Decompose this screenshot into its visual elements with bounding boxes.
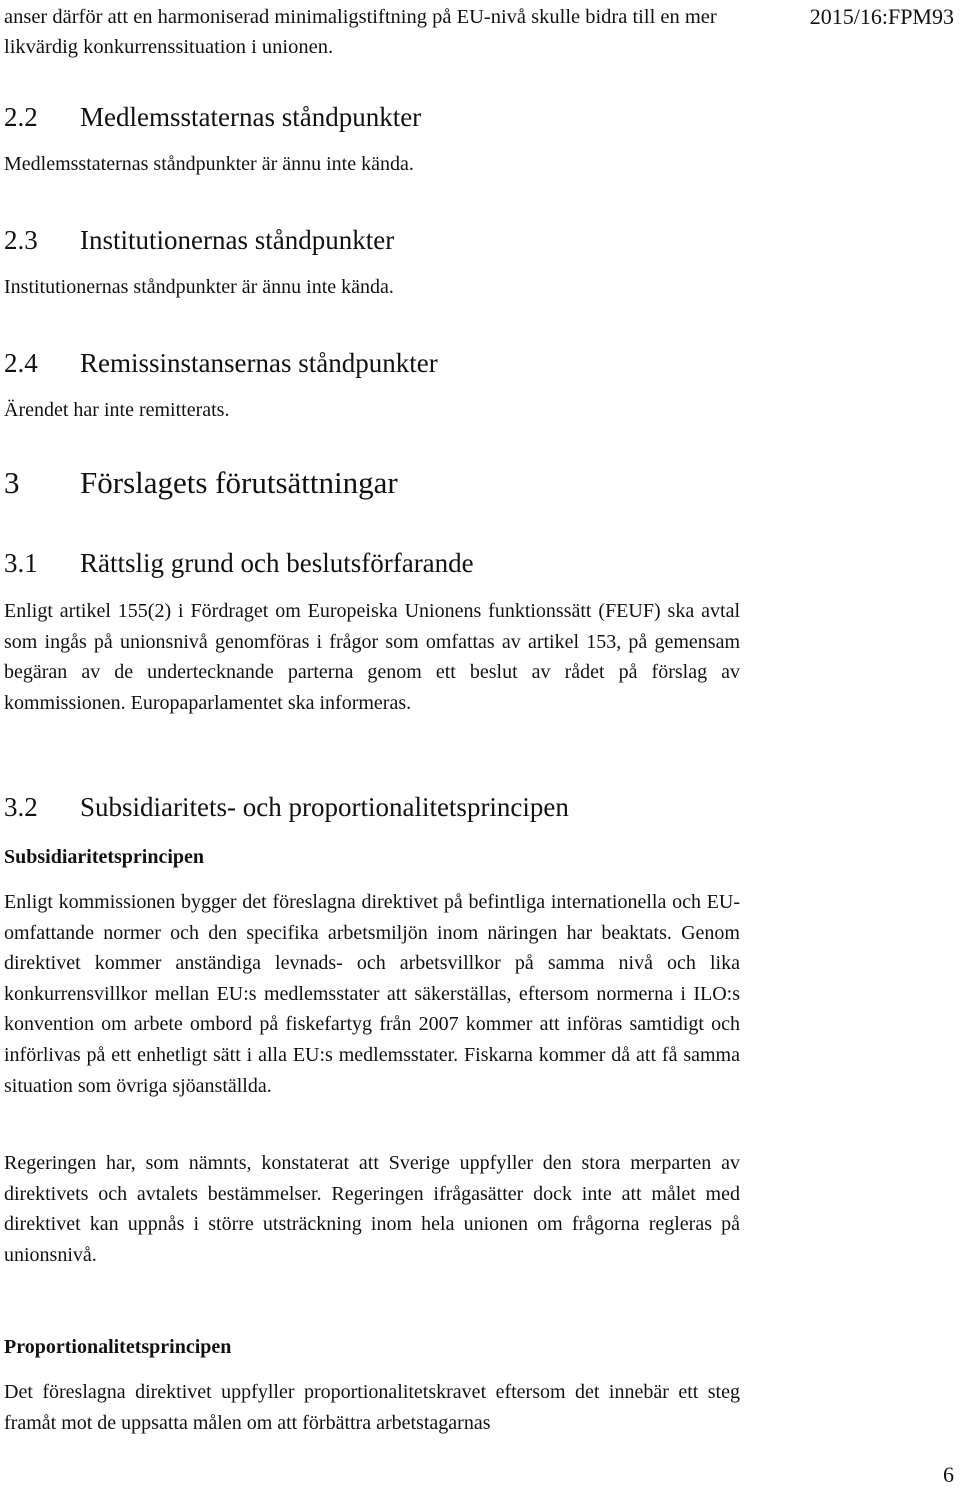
paragraph-proportionality-1: Det föreslagna direktivet uppfyller proportionalitetskravet eftersom det innebär ett steg framåt mot de uppsatta målen om att förbättra arbetstagarnas (4, 1381, 740, 1434)
subheading-proportionality: Proportionalitetsprincipen (4, 1336, 232, 1358)
subheading-subsidiarity: Subsidiaritetsprincipen (4, 846, 205, 868)
heading-3 (4, 464, 398, 502)
heading-3-2 (4, 790, 569, 824)
paragraph-subsidiarity-1: Enligt kommissionen bygger det föreslagna direktivet på befintliga internationella och EU-omfattande normer och den specifika arbetsmiljön inom näringen har beaktats. Genom direktivet kommer anständiga levnads- och arbetsvillkor på samma nivå och lika konkurrensvillkor mellan EU:s medlemsstater att säkerställas, eftersom normerna i ILO:s konvention om arbete ombord på fiskefartyg från 2007 kommer att införas samtidigt och införlivas på ett enhetligt sätt i alla EU:s medlemsstater. Fiskarna kommer då att få samma situation som övriga sjöanställda. (4, 891, 740, 1097)
paragraph-3-1: Enligt artikel 155(2) i Fördraget om Europeiska Unionens funktionssätt (FEUF) ska avtal som ingås på unionsnivå genomföras i frågor som omfattas av artikel 153, på gemensam begäran av de undertecknande parterna genom ett beslut av rådet på förslag av kommissionen. Europaparlamentet ska informeras. (4, 600, 740, 714)
heading-2-4 (4, 346, 438, 380)
heading-2-2 (4, 100, 421, 134)
document-id: 2015/16:FPM93 (809, 4, 954, 29)
section-number: 3.1 (4, 548, 38, 578)
heading-3-1 (4, 546, 474, 580)
paragraph-subsidiarity-2: Regeringen har, som nämnts, konstaterat att Sverige uppfyller den stora merparten av direktivets och avtalets bestämmelser. Regeringen ifrågasätter dock inte att målet med direktivet kan uppnås i större utsträckning inom hela unionen om frågorna regleras på unionsnivå. (4, 1152, 740, 1266)
section-number: 3 (4, 465, 20, 500)
section-title: Förslagets förutsättningar (80, 465, 398, 500)
section-number: 2.4 (4, 348, 38, 378)
section-title: Remissinstansernas ståndpunkter (80, 348, 438, 378)
continued-paragraph: anser därför att en harmoniserad minimaligstiftning på EU-nivå skulle bidra till en mer likvärdig konkurrenssituation i unionen. (4, 6, 717, 58)
section-title: Rättslig grund och beslutsförfarande (80, 548, 474, 578)
section-number: 2.3 (4, 225, 38, 255)
section-number: 2.2 (4, 102, 38, 132)
section-number: 3.2 (4, 792, 38, 822)
section-title: Subsidiaritets- och proportionalitetsprincipen (80, 792, 569, 822)
section-title: Institutionernas ståndpunkter (80, 225, 395, 255)
paragraph-2-3: Institutionernas ståndpunkter är ännu inte kända. (4, 276, 394, 298)
section-title: Medlemsstaternas ståndpunkter (80, 102, 422, 132)
page-number: 6 (943, 1462, 954, 1487)
paragraph-2-4: Ärendet har inte remitterats. (4, 399, 230, 421)
heading-2-3 (4, 223, 394, 257)
paragraph-2-2: Medlemsstaternas ståndpunkter är ännu inte kända. (4, 153, 414, 175)
